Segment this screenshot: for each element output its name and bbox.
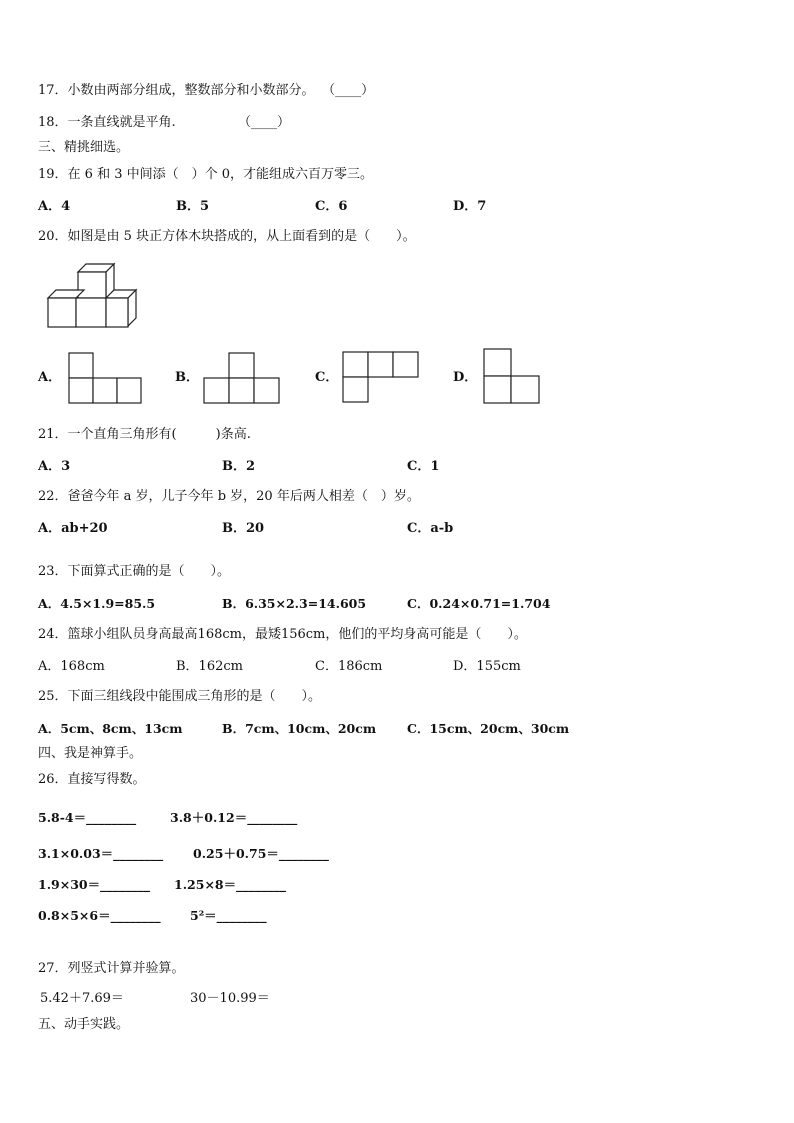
question-text: 一条直线就是平角. bbox=[67, 115, 176, 130]
option-a[interactable]: A．168cm bbox=[38, 659, 105, 674]
question-number: 17． bbox=[38, 83, 68, 98]
question-23 bbox=[38, 564, 230, 580]
question-18 bbox=[38, 115, 176, 131]
option-d[interactable]: D．7 bbox=[453, 199, 487, 214]
option-d[interactable]: D． bbox=[453, 370, 478, 385]
calc-item[interactable]: 0.25＋0.75＝________ bbox=[193, 846, 329, 861]
vertical-calc-item[interactable]: 30－10.99＝ bbox=[190, 991, 270, 1006]
question-number: 20． bbox=[38, 229, 68, 244]
option-a[interactable]: A． bbox=[38, 370, 62, 385]
option-a[interactable]: A．4 bbox=[38, 199, 71, 214]
question-20 bbox=[38, 229, 416, 245]
question-text: 列竖式计算并验算。 bbox=[67, 961, 185, 976]
question-number: 26． bbox=[38, 772, 68, 787]
question-number: 19． bbox=[38, 167, 68, 182]
option-b[interactable]: B． bbox=[175, 370, 199, 385]
question-text: 直接写得数。 bbox=[67, 772, 146, 787]
question-text: 在 6 和 3 中间添（ ）个 0，才能组成六百万零三。 bbox=[67, 167, 374, 182]
calc-item[interactable]: 5²＝________ bbox=[190, 908, 267, 923]
option-a[interactable]: A．3 bbox=[38, 459, 71, 474]
option-c[interactable]: C．6 bbox=[315, 199, 348, 214]
question-text: 小数由两部分组成，整数部分和小数部分。 bbox=[67, 83, 315, 98]
question-text: 下面三组线段中能围成三角形的是（ ）。 bbox=[67, 689, 322, 704]
option-d[interactable]: D．155cm bbox=[453, 659, 521, 674]
option-b-figure[interactable] bbox=[203, 352, 281, 404]
option-a[interactable]: A．ab+20 bbox=[38, 521, 108, 536]
question-26 bbox=[38, 772, 146, 788]
answer-blank[interactable]: （____） bbox=[238, 115, 291, 130]
question-24 bbox=[38, 627, 527, 643]
question-number: 24． bbox=[38, 627, 68, 642]
question-number: 25． bbox=[38, 689, 68, 704]
option-a-figure[interactable] bbox=[68, 352, 143, 404]
option-b[interactable]: B．2 bbox=[222, 459, 256, 474]
section-heading-3: 三、精挑细选。 bbox=[38, 140, 130, 155]
vertical-calc-item[interactable]: 5.42＋7.69＝ bbox=[40, 991, 124, 1006]
calc-item[interactable]: 0.8×5×6＝________ bbox=[38, 908, 161, 923]
option-b[interactable]: B．6.35×2.3=14.605 bbox=[222, 596, 367, 611]
section-heading-5: 五、动手实践。 bbox=[38, 1017, 130, 1032]
option-c[interactable]: C．15cm、20cm、30cm bbox=[407, 721, 570, 736]
question-number: 27． bbox=[38, 961, 68, 976]
question-17 bbox=[38, 83, 374, 99]
calc-item[interactable]: 3.8＋0.12＝________ bbox=[170, 810, 298, 825]
question-text: 一个直角三角形有( )条高. bbox=[67, 427, 251, 442]
question-21 bbox=[38, 427, 251, 443]
question-text: 篮球小组队员身高最高168cm，最矮156cm，他们的平均身高可能是（ ）。 bbox=[67, 627, 527, 642]
option-b[interactable]: B．20 bbox=[222, 521, 265, 536]
option-c[interactable]: C． bbox=[315, 370, 339, 385]
question-number: 18． bbox=[38, 115, 68, 130]
option-c-figure[interactable] bbox=[342, 351, 420, 403]
calc-item[interactable]: 1.9×30＝________ bbox=[38, 877, 151, 892]
option-b[interactable]: B．5 bbox=[176, 199, 210, 214]
question-text: 爸爸今年 a 岁，儿子今年 b 岁，20 年后两人相差（ ）岁。 bbox=[67, 489, 420, 504]
cube-stack-figure bbox=[40, 262, 140, 332]
question-text: 如图是由 5 块正方体木块搭成的，从上面看到的是（ ）。 bbox=[67, 229, 416, 244]
section-heading-4: 四、我是神算手。 bbox=[38, 746, 143, 761]
answer-blank[interactable]: （____） bbox=[328, 83, 375, 98]
option-b[interactable]: B．7cm、10cm、20cm bbox=[222, 721, 377, 736]
calc-item[interactable]: 3.1×0.03＝________ bbox=[38, 846, 164, 861]
question-25 bbox=[38, 689, 321, 705]
question-number: 23． bbox=[38, 564, 68, 579]
question-19 bbox=[38, 167, 373, 183]
calc-item[interactable]: 5.8-4＝________ bbox=[38, 810, 137, 825]
option-c[interactable]: C．186cm bbox=[315, 659, 383, 674]
question-22 bbox=[38, 489, 420, 505]
calc-item[interactable]: 1.25×8＝________ bbox=[174, 877, 287, 892]
option-c[interactable]: C．1 bbox=[407, 459, 440, 474]
question-number: 21． bbox=[38, 427, 68, 442]
question-text: 下面算式正确的是（ ）。 bbox=[67, 564, 231, 579]
option-c[interactable]: C．a-b bbox=[407, 521, 454, 536]
option-c[interactable]: C．0.24×0.71=1.704 bbox=[407, 596, 551, 611]
option-a[interactable]: A．5cm、8cm、13cm bbox=[38, 721, 183, 736]
option-b[interactable]: B．162cm bbox=[176, 659, 243, 674]
question-number: 22． bbox=[38, 489, 68, 504]
option-d-figure[interactable] bbox=[483, 348, 541, 404]
question-27 bbox=[38, 961, 185, 977]
option-a[interactable]: A．4.5×1.9=85.5 bbox=[38, 596, 156, 611]
